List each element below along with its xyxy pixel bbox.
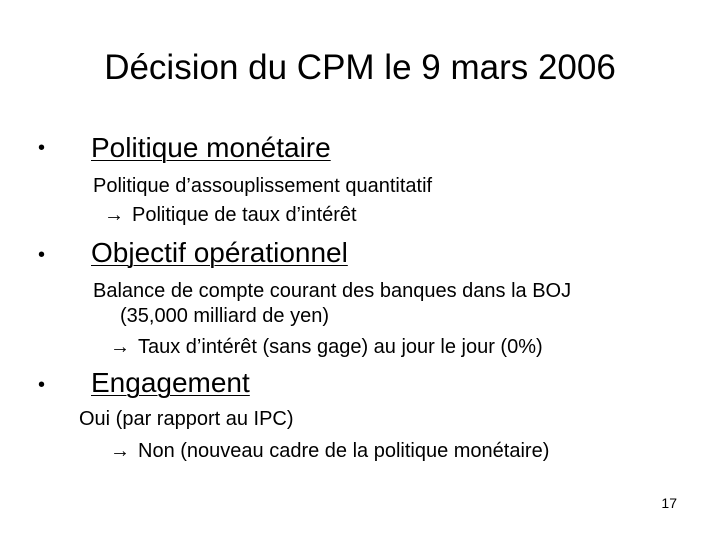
section-heading-politique-monetaire: Politique monétaire (91, 132, 331, 163)
bullet-icon: • (38, 244, 46, 266)
section-line: Oui (par rapport au IPC) (79, 408, 294, 430)
arrow-right-icon: → (104, 204, 124, 226)
section-line (110, 438, 549, 464)
section-line (110, 334, 543, 360)
page-number: 17 (661, 495, 677, 511)
section-line-text: Taux d’intérêt (sans gage) au jour le jour (0%) (138, 336, 543, 358)
section-heading-objectif-operationnel: Objectif opérationnel (91, 237, 348, 268)
section-heading-engagement: Engagement (91, 367, 250, 398)
section-line-text: Politique de taux d’intérêt (132, 204, 357, 226)
section-line: Politique d’assouplissement quantitatif (93, 175, 433, 197)
section-line: Balance de compte courant des banques dans la BOJ (93, 280, 572, 302)
bullet-icon: • (38, 137, 46, 159)
slide-title: Décision du CPM le 9 mars 2006 (104, 48, 616, 87)
arrow-right-icon: → (110, 440, 130, 462)
bullet-icon: • (38, 374, 46, 396)
section-line-text: Non (nouveau cadre de la politique monétaire) (138, 440, 550, 462)
section-line: (35,000 milliard de yen) (120, 305, 329, 327)
arrow-right-icon: → (110, 336, 130, 358)
section-line (104, 202, 357, 228)
